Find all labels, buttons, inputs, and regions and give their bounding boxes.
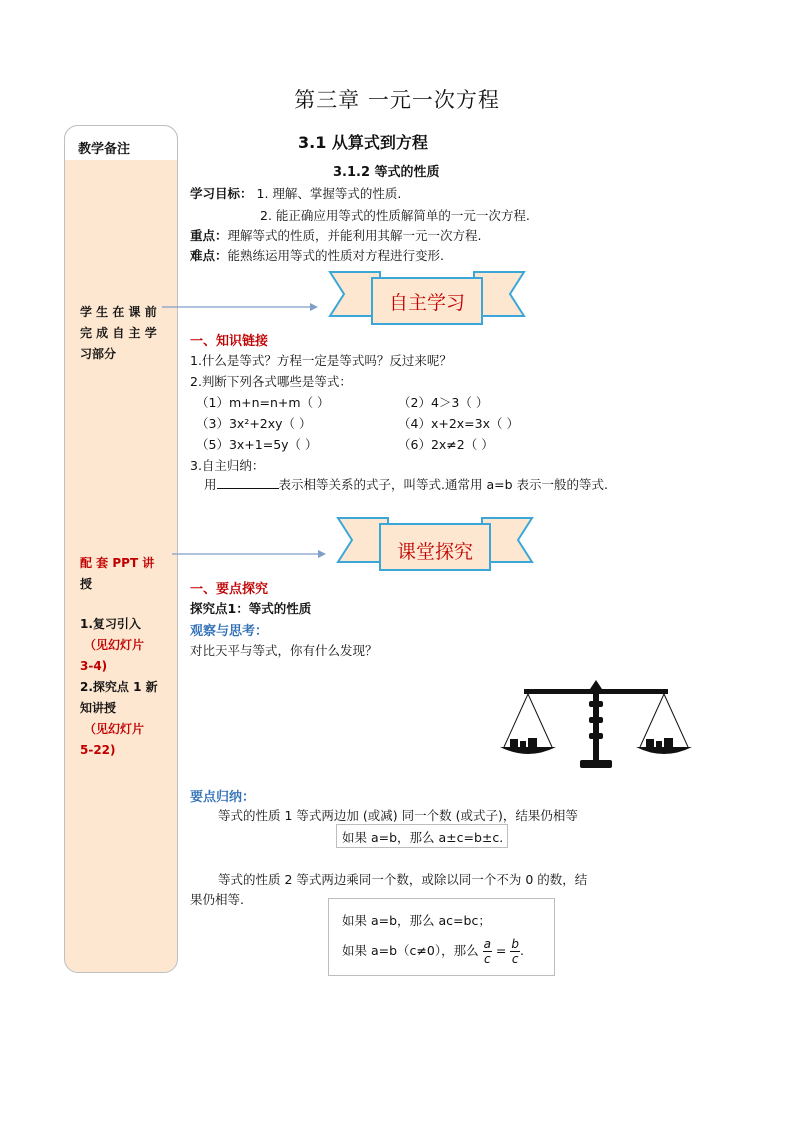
sidebar-step: 知讲授	[80, 701, 117, 715]
sidebar-note-prestudy	[80, 302, 170, 365]
equation-item: （1）m+n=n+m（ ）	[196, 395, 330, 410]
equality-property-2-cont: 果仍相等.	[190, 892, 244, 907]
sidebar-step-text: （见幻灯片	[84, 722, 145, 736]
equation-item: （4）x+2x=3x（ ）	[398, 416, 519, 431]
arrow-to-banner2	[170, 545, 330, 565]
period: .	[520, 943, 524, 958]
property-2-formula-2	[342, 937, 524, 966]
sidebar-title: 教学备注	[78, 142, 131, 157]
property-2-formula-1: 如果 a=b，那么 ac=bc；	[342, 913, 491, 928]
goal-item: 1. 理解、掌握等式的性质.	[256, 186, 402, 201]
balance-scale-icon	[496, 677, 696, 772]
banner-class-explore: 课堂探究	[396, 541, 473, 563]
sidebar-step	[80, 635, 174, 656]
explore-point-1: 探究点1：等式的性质	[190, 601, 312, 616]
arrow-to-banner1	[160, 298, 320, 318]
sidebar-steps	[80, 614, 174, 761]
equality-property-1: 等式的性质 1 等式两边加 (或减) 同一个数 (或式子)，结果仍相等	[218, 808, 578, 823]
part2-heading: 一、要点探究	[190, 582, 269, 597]
fill-blank[interactable]	[217, 476, 279, 489]
difficulty-text: 能熟练运用等式的性质对方程进行变形.	[227, 248, 444, 263]
frac-den: c	[483, 952, 491, 966]
equation-item: （3）3x²+2xy（ ）	[196, 416, 312, 431]
sidebar-note-line: 习部分	[80, 347, 117, 361]
property-1-formula: 如果 a=b，那么 a±c=b±c.	[342, 830, 504, 845]
sidebar-step: 5-22)	[80, 743, 116, 757]
equation-item: （6）2x≠2（ ）	[398, 437, 494, 452]
frac-num: b	[511, 937, 520, 951]
sidebar-ppt-note-2: 授	[80, 577, 93, 591]
key-point	[190, 226, 482, 244]
goals-line-1	[190, 184, 401, 202]
question-2: 2.判断下列各式哪些是等式：	[190, 374, 352, 389]
key-text: 理解等式的性质，并能利用其解一元一次方程.	[227, 228, 482, 243]
sidebar-note-line: 学 生 在 课 前	[80, 305, 157, 319]
teaching-notes-sidebar	[64, 125, 178, 973]
fill-blank-pre: 用	[204, 477, 217, 492]
difficulty-label: 难点：	[190, 248, 228, 263]
key-label: 重点：	[190, 228, 228, 243]
fraction-b-over-c	[510, 937, 520, 966]
sidebar-step: 1.复习引入	[80, 617, 141, 631]
question-1: 1.什么是等式？方程一定是等式吗？反过来呢？	[190, 353, 452, 368]
goal-item-2: 2. 能正确应用等式的性质解简单的一元一次方程.	[260, 208, 530, 223]
equation-item: （5）3x+1=5y（ ）	[196, 437, 318, 452]
formula-prefix: 如果 a=b（c≠0），那么	[342, 943, 479, 958]
sidebar-step-text: （见幻灯片	[84, 638, 145, 652]
banner-self-study: 自主学习	[388, 292, 465, 314]
equation-item: （2）4＞3（ ）	[398, 395, 489, 410]
fill-blank-post: 表示相等关系的式子，叫等式.通常用 a=b 表示一般的等式.	[278, 477, 608, 492]
fill-blank-line	[204, 475, 608, 493]
part1-heading: 一、知识链接	[190, 334, 269, 349]
sidebar-ppt-note: 配 套 PPT 讲	[80, 556, 155, 570]
summary-heading: 要点归纳：	[190, 790, 256, 805]
sidebar-step	[80, 719, 174, 740]
frac-num: a	[483, 937, 491, 951]
goals-label: 学习目标：	[190, 186, 253, 201]
sidebar-note-line: 完 成 自 主 学	[80, 326, 157, 340]
equality-property-2: 等式的性质 2 等式两边乘同一个数，或除以同一个不为 0 的数，结	[218, 872, 588, 887]
observe-question: 对比天平与等式，你有什么发现？	[190, 643, 378, 658]
sidebar-step: 3-4)	[80, 659, 108, 673]
question-3: 3.自主归纳：	[190, 458, 265, 473]
equals-sign: =	[495, 943, 507, 958]
chapter-title: 第三章 一元一次方程	[294, 88, 500, 112]
section-title: 3.1 从算式到方程	[298, 133, 428, 152]
observe-heading: 观察与思考：	[190, 624, 269, 639]
subsection-title: 3.1.2 等式的性质	[333, 165, 440, 180]
frac-den: c	[511, 952, 519, 966]
sidebar-step: 2.探究点 1 新	[80, 680, 158, 694]
difficulty-point	[190, 246, 444, 264]
fraction-a-over-c	[483, 937, 492, 966]
